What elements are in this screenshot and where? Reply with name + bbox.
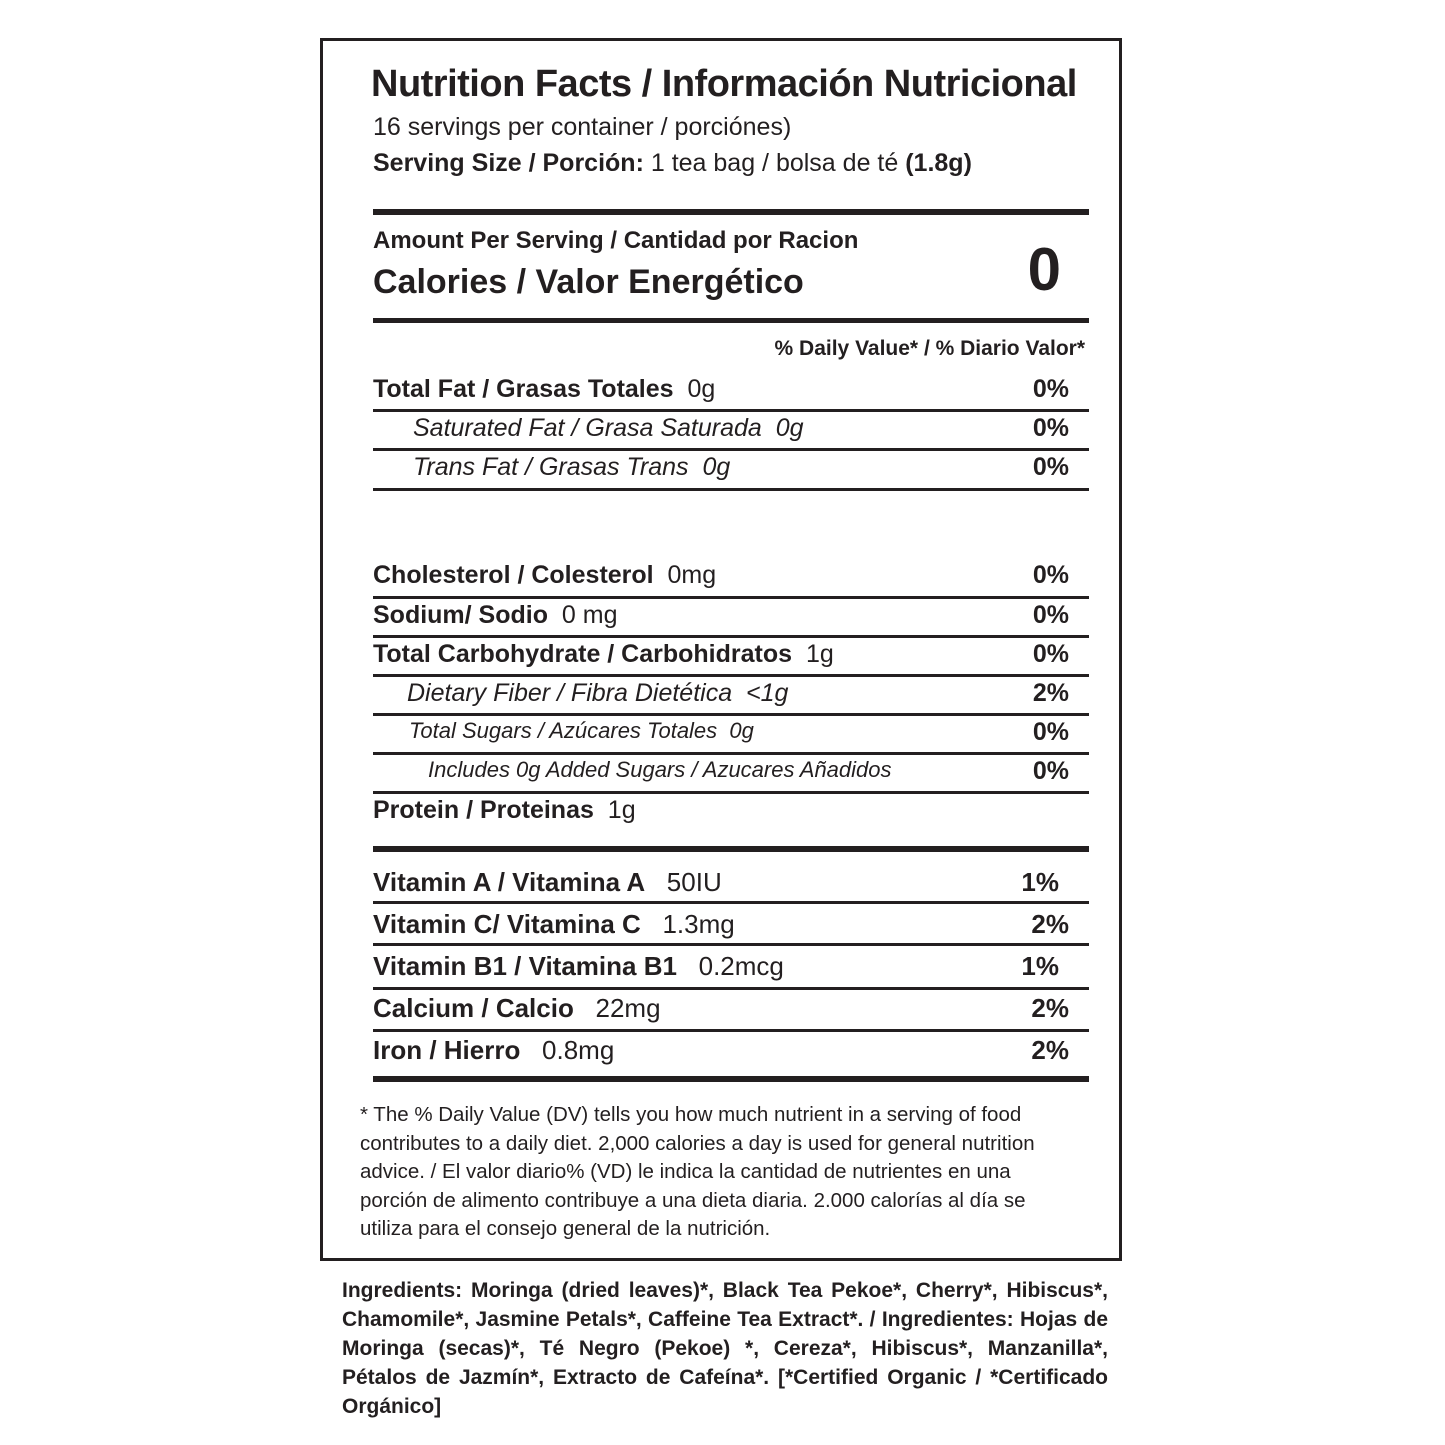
vitamin-label: Calcium / Calcio: [373, 993, 574, 1023]
daily-value-header: % Daily Value* / % Diario Valor*: [774, 337, 1085, 360]
nutrient-pct: 0%: [1032, 375, 1069, 403]
nutrient-amount: 0g: [775, 414, 804, 442]
thick-rule-bottom: [373, 1076, 1089, 1082]
row-divider: [373, 409, 1089, 412]
serving-size-label: Serving Size / Porción:: [373, 149, 644, 177]
nutrient-amount: 0g: [729, 718, 754, 743]
vitamin-pct: 2%: [1031, 1035, 1069, 1065]
nutrient-label: Trans Fat / Grasas Trans: [413, 453, 689, 481]
nutrient-label: Dietary Fiber / Fibra Dietética: [407, 679, 733, 707]
nutrition-facts-panel: [320, 38, 1122, 1261]
thick-rule-calories: [373, 318, 1089, 323]
nutrient-label: Protein / Proteinas: [373, 796, 594, 824]
nutrient-label: Includes 0g Added Sugars / Azucares Añadidos: [428, 757, 892, 782]
vitamin-amount: 1.3mg: [662, 909, 735, 939]
vitamin-pct: 2%: [1031, 993, 1069, 1023]
vitamin-pct: 1%: [1021, 951, 1059, 981]
nutrient-pct: 2%: [1032, 679, 1069, 707]
nutrient-pct: 0%: [1032, 757, 1069, 785]
nutrient-amount: <1g: [746, 679, 789, 707]
nutrient-label: Sodium/ Sodio: [373, 601, 548, 629]
nutrient-amount: 0g: [687, 375, 716, 403]
nutrient-label: Total Sugars / Azúcares Totales: [409, 718, 718, 743]
vitamin-amount: 22mg: [595, 993, 661, 1023]
vitamin-pct: 1%: [1021, 867, 1059, 897]
vitamin-amount: 50IU: [666, 867, 722, 897]
nutrient-amount: 1g: [607, 796, 636, 824]
row-divider: [373, 987, 1089, 990]
vitamin-label: Vitamin C/ Vitamina C: [373, 909, 641, 939]
servings-per-container: 16 servings per container / porciónes): [373, 113, 792, 141]
row-divider: [373, 752, 1089, 755]
vitamin-label: Iron / Hierro: [373, 1035, 521, 1065]
row-divider: [373, 448, 1089, 451]
thick-rule-vitamins: [373, 846, 1089, 852]
calories-label: Calories / Valor Energético: [373, 263, 804, 301]
vitamin-label: Vitamin B1 / Vitamina B1: [373, 951, 677, 981]
nutrient-pct: 0%: [1032, 453, 1069, 481]
row-divider: [373, 1029, 1089, 1032]
vitamin-pct: 2%: [1031, 909, 1069, 939]
nutrient-amount: 0 mg: [561, 601, 618, 629]
vitamin-amount: 0.8mg: [542, 1035, 615, 1065]
nutrient-label: Cholesterol / Colesterol: [373, 561, 654, 589]
vitamin-amount: 0.2mcg: [698, 951, 784, 981]
nutrient-label: Saturated Fat / Grasa Saturada: [413, 414, 762, 442]
label-title: Nutrition Facts / Información Nutricional: [371, 63, 1077, 105]
nutrient-pct: 0%: [1032, 601, 1069, 629]
row-divider: [373, 943, 1089, 946]
amount-per-serving: Amount Per Serving / Cantidad por Racion: [373, 227, 859, 254]
nutrient-amount: 0mg: [667, 561, 717, 589]
row-divider: [373, 635, 1089, 638]
row-divider: [373, 713, 1089, 716]
daily-value-footnote: * The % Daily Value (DV) tells you how much nutrient in a serving of food contributes to a daily diet. 2,000 calories a day is used for general nutrition advice. / El valor diario% (VD) le indica la cantidad de nutrientes en una porción de alimento contribuye a una dieta diaria. 2.000 calorías al día se utiliza para el consejo general de la nutrición.: [360, 1103, 1035, 1240]
row-divider: [373, 488, 1089, 491]
nutrient-pct: 0%: [1032, 718, 1069, 746]
row-divider: [373, 674, 1089, 677]
nutrient-pct: 0%: [1032, 561, 1069, 589]
nutrient-amount: 0g: [702, 453, 731, 481]
nutrient-amount: 1g: [805, 640, 834, 668]
row-divider: [373, 901, 1089, 904]
calories-value: 0: [1027, 236, 1061, 303]
nutrient-label: Total Fat / Grasas Totales: [373, 375, 674, 403]
serving-size: [373, 149, 972, 178]
thick-rule-top: [373, 209, 1089, 215]
ingredients-list: Ingredients: Moringa (dried leaves)*, Black Tea Pekoe*, Cherry*, Hibiscus*, Chamomile*, Jasmine Petals*, Caffeine Tea Extract*. / Ingredientes: Hojas de Moringa (secas)*, Té Negro (Pekoe) *, Cereza*, Hibiscus*, Manzanilla*, Pétalos de Jazmín*, Extracto de Cafeína*. [*Certified Organic / *Certificado Orgánico]: [342, 1279, 1108, 1418]
row-divider: [373, 791, 1089, 794]
serving-size-value: 1 tea bag / bolsa de té: [643, 149, 906, 177]
serving-size-weight: (1.8g): [905, 149, 972, 177]
vitamin-label: Vitamin A / Vitamina A: [373, 867, 646, 897]
row-divider: [373, 596, 1089, 599]
nutrient-pct: 0%: [1032, 640, 1069, 668]
nutrient-label: Total Carbohydrate / Carbohidratos: [373, 640, 793, 668]
nutrient-pct: 0%: [1032, 414, 1069, 442]
